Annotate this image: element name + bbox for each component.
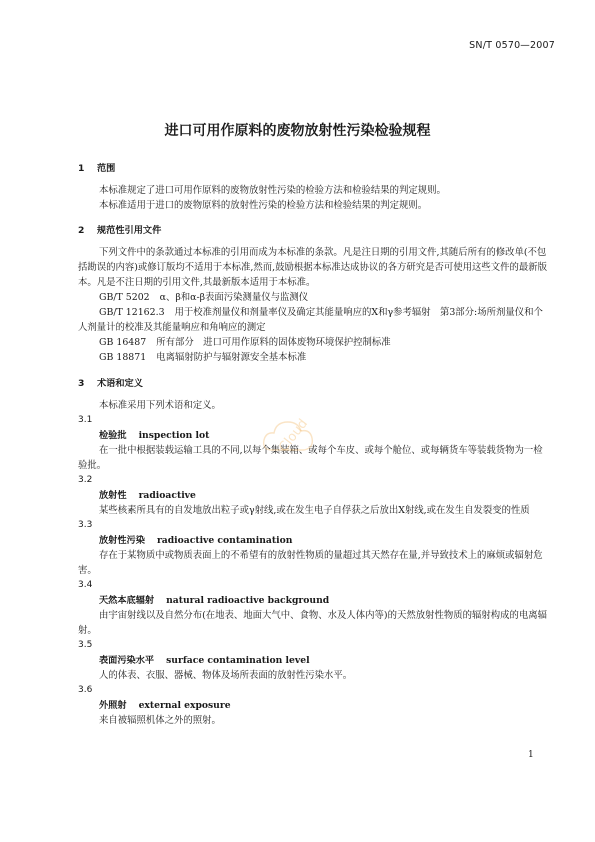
- section-2: [78, 223, 548, 365]
- document-title: 进口可用作原料的废物放射性污染检验规程: [164, 123, 431, 139]
- reference-title: 所有部分 进口可用作原料的固体废物环境保护控制标准: [156, 337, 391, 348]
- term-definition: 由宇宙射线以及自然分布(在地表、地面大气中、食物、水及人体内等)的天然放射性物质的辐射构成的电离辐射。: [78, 610, 547, 636]
- reference-code: GB 16487: [99, 337, 147, 348]
- watermark-text: Cloud: [276, 416, 311, 455]
- term-number: 3.4: [78, 580, 93, 590]
- reference-item: [78, 305, 548, 335]
- page-number: 1: [528, 750, 534, 760]
- term-zh: 检验批: [99, 430, 127, 441]
- term-zh: 放射性污染: [99, 535, 145, 546]
- term-heading: [78, 533, 548, 548]
- term-number: 3.6: [78, 685, 93, 695]
- reference-item: [78, 350, 548, 365]
- term-zh: 放射性: [99, 490, 127, 501]
- term-zh: 天然本底辐射: [99, 595, 155, 606]
- reference-title: 电离辐射防护与辐射源安全基本标准: [156, 352, 307, 363]
- term-definition: 来自被辐照机体之外的照射。: [99, 715, 221, 726]
- section-number: 2: [78, 225, 85, 236]
- term-en: natural radioactive background: [166, 595, 330, 606]
- cloud-watermark-icon: [258, 398, 328, 468]
- term-en: external exposure: [138, 700, 231, 711]
- term-zh: 外照射: [99, 700, 127, 711]
- term-zh: 表面污染水平: [99, 655, 155, 666]
- term-definition: 在一批中根据装载运输工具的不同,以每个集装箱、或每个车皮、或每个舱位、或每辆货车等装载货物为一检验批。: [78, 445, 543, 471]
- term-heading: [78, 488, 548, 503]
- section-number: 1: [78, 163, 85, 174]
- paragraph: 本标准规定了进口可用作原料的废物放射性污染的检验方法和检验结果的判定规则。: [99, 185, 446, 196]
- reference-item: [78, 290, 548, 305]
- section-number: 3: [78, 378, 85, 389]
- section-1: [78, 161, 548, 213]
- paragraph: 本标准采用下列术语和定义。: [99, 400, 221, 411]
- section-heading: [78, 161, 548, 176]
- term-en: surface contamination level: [166, 655, 310, 666]
- term-en: inspection lot: [138, 430, 210, 441]
- term-number: 3.2: [78, 475, 93, 485]
- reference-code: GB/T 5202: [99, 292, 150, 303]
- term-number: 3.3: [78, 520, 93, 530]
- reference-title: 用于校准剂量仪和剂量率仪及确定其能量响应的X和γ参考辐射 第3部分:场所剂量仪和个人剂量计的校准及其能量响应和角响应的测定: [78, 307, 543, 333]
- reference-code: GB/T 12162.3: [99, 307, 165, 318]
- term-definition: 某些核素所具有的自发地放出粒子或γ射线,或在发生电子自俘获之后放出X射线,或在发生自发裂变的性质: [99, 505, 530, 516]
- section-title: 规范性引用文件: [97, 225, 162, 236]
- standard-code: SN/T 0570—2007: [469, 40, 555, 51]
- section-title: 术语和定义: [97, 378, 143, 389]
- term-number: 3.5: [78, 640, 93, 650]
- term-definition: 人的体表、衣服、器械、物体及场所表面的放射性污染水平。: [99, 670, 353, 681]
- paragraph: 下列文件中的条款通过本标准的引用而成为本标准的条款。凡是注日期的引用文件,其随后所有的修改单(不包括勘误的内容)或修订版均不适用于本标准,然而,鼓励根据本标准达成协议的各方研究是否可使用这些文件的最新版本。凡是不注日期的引用文件,其最新版本适用于本标准。: [78, 247, 547, 288]
- term-number: 3.1: [78, 415, 93, 425]
- reference-code: GB 18871: [99, 352, 147, 363]
- section-heading: [78, 223, 548, 238]
- term-en: radioactive: [138, 490, 196, 501]
- section-heading: [78, 376, 548, 391]
- reference-item: [78, 335, 548, 350]
- term-heading: [78, 698, 548, 713]
- term-definition: 存在于某物质中或物质表面上的不希望有的放射性物质的量超过其天然存在量,并导致技术上的麻烦或辐射危害。: [78, 550, 543, 576]
- term-heading: [78, 593, 548, 608]
- term-en: radioactive contamination: [156, 535, 293, 546]
- reference-title: α、β和α-β表面污染测量仪与监测仪: [159, 292, 309, 303]
- paragraph: 本标准适用于进口的废物原料的放射性污染的检验方法和检验结果的判定规则。: [99, 200, 428, 211]
- term-heading: [78, 653, 548, 668]
- section-title: 范围: [97, 163, 116, 174]
